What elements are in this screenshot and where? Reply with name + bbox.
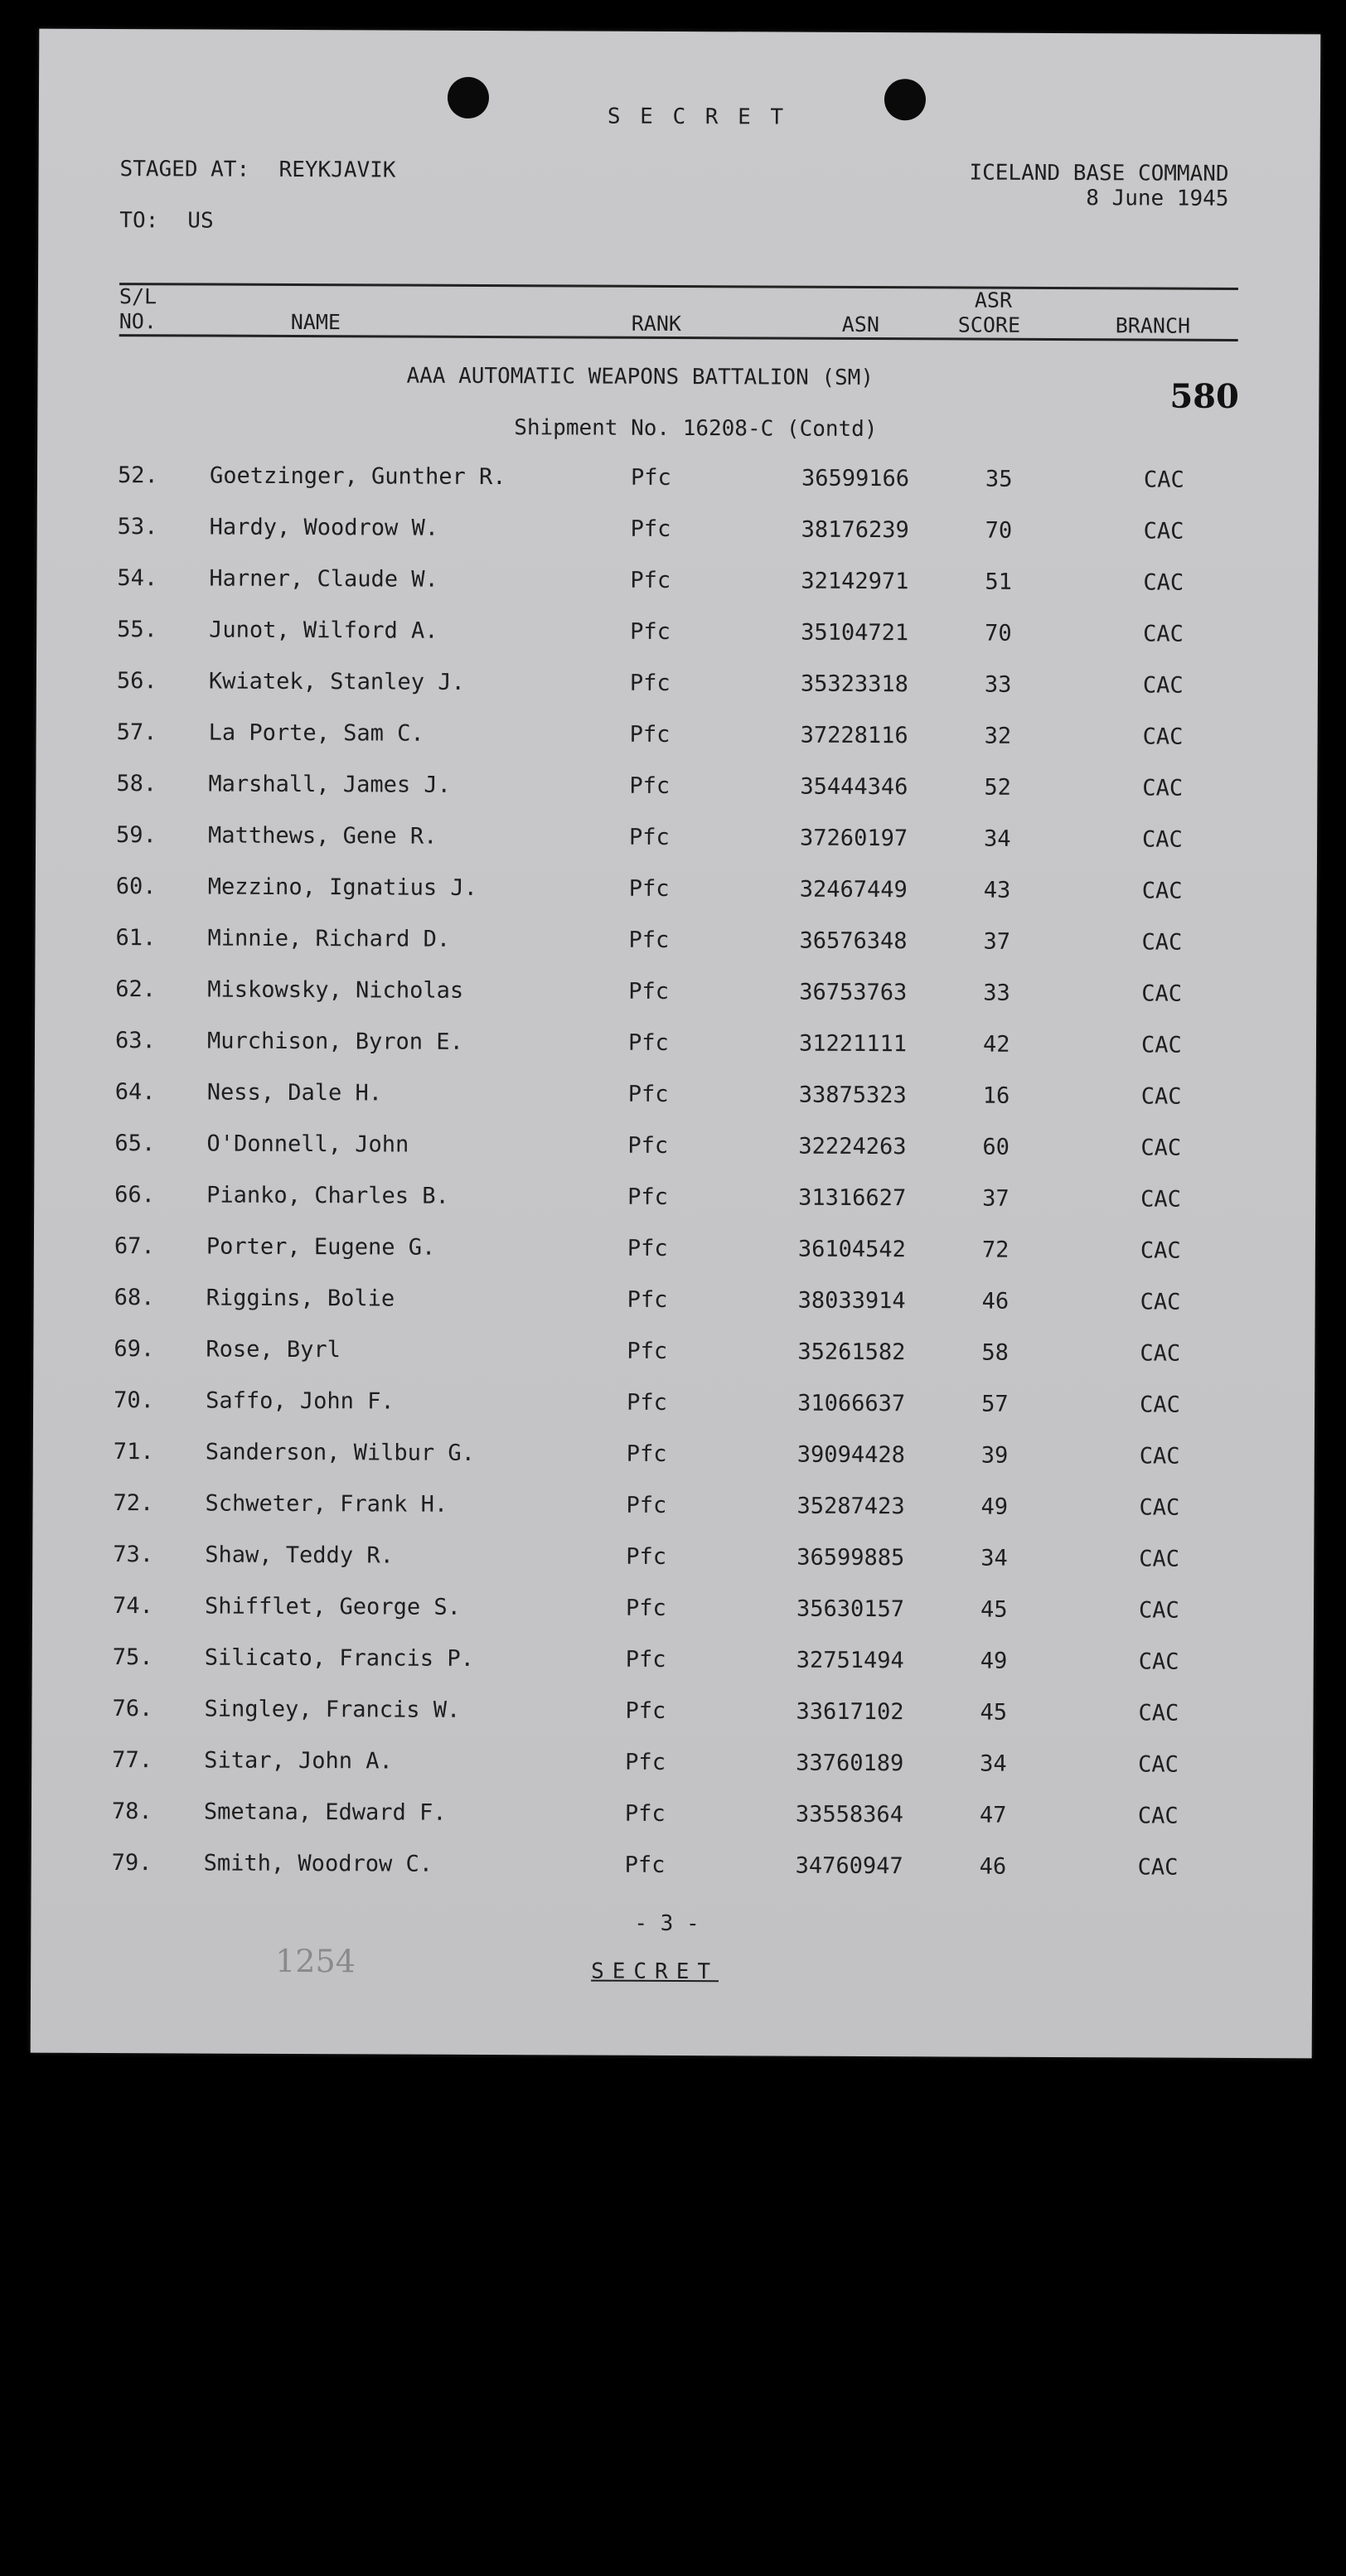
row-name: Schweter, Frank H. xyxy=(205,1490,448,1518)
row-rank: Pfc xyxy=(629,824,670,850)
row-score: 34 xyxy=(984,826,1011,852)
row-asn: 38176239 xyxy=(801,516,909,544)
row-rank: Pfc xyxy=(628,978,670,1005)
row-score: 47 xyxy=(979,1802,1007,1828)
row-name: Singley, Francis W. xyxy=(204,1696,461,1723)
page-number: - 3 - xyxy=(634,1910,700,1937)
row-score: 43 xyxy=(983,877,1011,903)
table-row xyxy=(31,1799,1313,1838)
row-asn: 36576348 xyxy=(799,927,908,955)
row-rank: Pfc xyxy=(630,516,671,542)
row-rank: Pfc xyxy=(629,772,671,799)
row-branch: CAC xyxy=(1143,569,1184,596)
row-name: Smetana, Edward F. xyxy=(203,1799,447,1826)
col-rank: RANK xyxy=(631,311,682,337)
row-name: Pianko, Charles B. xyxy=(206,1182,449,1209)
row-number: 56. xyxy=(116,668,157,695)
col-asr-line1: ASR xyxy=(974,288,1013,312)
row-asn: 31066637 xyxy=(797,1390,906,1417)
row-asn: 33875323 xyxy=(798,1082,907,1109)
row-score: 51 xyxy=(985,569,1013,595)
row-branch: CAC xyxy=(1140,1392,1180,1418)
row-name: La Porte, Sam C. xyxy=(208,719,424,747)
table-row xyxy=(35,1028,1316,1067)
row-number: 74. xyxy=(112,1593,153,1620)
table-row xyxy=(36,719,1318,758)
table-row xyxy=(36,565,1318,604)
row-name: Shifflet, George S. xyxy=(204,1593,461,1620)
row-rank: Pfc xyxy=(624,1800,666,1827)
row-asn: 36753763 xyxy=(799,979,908,1006)
row-score: 58 xyxy=(981,1339,1009,1366)
row-number: 52. xyxy=(117,462,158,489)
row-rank: Pfc xyxy=(627,1081,669,1107)
row-score: 39 xyxy=(980,1442,1009,1469)
table-row xyxy=(32,1490,1314,1529)
table-row xyxy=(31,1696,1313,1735)
row-rank: Pfc xyxy=(627,1184,669,1210)
row-asn: 36599885 xyxy=(796,1544,905,1571)
row-branch: CAC xyxy=(1140,1083,1182,1110)
row-asn: 35630157 xyxy=(796,1595,905,1623)
row-rank: Pfc xyxy=(627,1132,669,1159)
row-number: 59. xyxy=(116,822,157,849)
command-name: ICELAND BASE COMMAND xyxy=(969,160,1229,186)
row-name: Porter, Eugene G. xyxy=(206,1233,436,1261)
row-branch: CAC xyxy=(1138,1700,1179,1726)
row-score: 42 xyxy=(982,1031,1010,1058)
row-score: 45 xyxy=(980,1596,1008,1623)
row-score: 33 xyxy=(983,980,1010,1006)
row-number: 62. xyxy=(115,976,157,1003)
row-branch: CAC xyxy=(1139,1546,1180,1572)
row-rank: Pfc xyxy=(627,1389,667,1416)
table-row xyxy=(32,1644,1314,1683)
table-row xyxy=(34,1182,1315,1221)
row-score: 57 xyxy=(981,1391,1009,1417)
row-branch: CAC xyxy=(1141,929,1183,956)
row-rank: Pfc xyxy=(629,670,671,696)
row-number: 71. xyxy=(113,1439,154,1465)
table-row xyxy=(33,1336,1315,1375)
table-row xyxy=(37,462,1319,501)
row-score: 16 xyxy=(982,1082,1010,1109)
row-rank: Pfc xyxy=(627,1029,669,1056)
row-branch: CAC xyxy=(1139,1443,1180,1470)
row-branch: CAC xyxy=(1140,1289,1181,1315)
row-name: Junot, Wilford A. xyxy=(209,617,438,644)
row-rank: Pfc xyxy=(627,1286,668,1313)
table-row xyxy=(31,1747,1313,1786)
row-asn: 31316627 xyxy=(798,1184,907,1212)
row-branch: CAC xyxy=(1140,1340,1181,1367)
row-name: Riggins, Bolie xyxy=(206,1285,395,1312)
row-asn: 37260197 xyxy=(800,825,908,852)
row-score: 60 xyxy=(982,1134,1010,1160)
row-asn: 35261582 xyxy=(797,1339,906,1366)
table-row xyxy=(32,1542,1314,1581)
row-branch: CAC xyxy=(1138,1597,1179,1624)
table-row xyxy=(31,1850,1313,1889)
row-name: Kwiatek, Stanley J. xyxy=(208,668,465,695)
row-number: 69. xyxy=(114,1336,155,1363)
row-rank: Pfc xyxy=(627,1338,668,1364)
row-branch: CAC xyxy=(1143,467,1184,493)
table-row xyxy=(36,668,1318,707)
row-rank: Pfc xyxy=(630,567,671,593)
row-branch: CAC xyxy=(1141,981,1183,1007)
row-branch: CAC xyxy=(1138,1649,1179,1675)
row-number: 65. xyxy=(114,1131,156,1157)
row-name: Shaw, Teddy R. xyxy=(205,1542,394,1569)
row-number: 68. xyxy=(114,1285,155,1311)
row-branch: CAC xyxy=(1142,672,1184,699)
row-name: Sanderson, Wilbur G. xyxy=(205,1439,476,1466)
row-name: Saffo, John F. xyxy=(206,1387,395,1415)
row-rank: Pfc xyxy=(628,927,670,953)
row-branch: CAC xyxy=(1137,1854,1179,1881)
row-rank: Pfc xyxy=(630,464,671,491)
row-name: Sitar, John A. xyxy=(204,1747,393,1775)
row-asn: 32751494 xyxy=(796,1647,904,1674)
table-row xyxy=(33,1387,1315,1426)
row-branch: CAC xyxy=(1140,1135,1182,1161)
row-score: 37 xyxy=(982,1185,1010,1212)
row-branch: CAC xyxy=(1142,724,1184,750)
classification-top: S E C R E T xyxy=(607,104,787,130)
row-rank: Pfc xyxy=(624,1852,666,1878)
row-number: 72. xyxy=(113,1490,154,1517)
row-branch: CAC xyxy=(1137,1803,1179,1829)
row-score: 34 xyxy=(980,1750,1007,1777)
row-number: 61. xyxy=(115,925,157,951)
row-score: 37 xyxy=(983,928,1011,955)
row-asn: 35444346 xyxy=(800,773,908,801)
row-rank: Pfc xyxy=(626,1492,667,1518)
row-score: 49 xyxy=(980,1494,1009,1520)
to-label: TO: xyxy=(119,208,159,234)
row-name: O'Donnell, John xyxy=(206,1131,409,1158)
table-row xyxy=(35,976,1316,1015)
row-branch: CAC xyxy=(1138,1751,1179,1778)
col-score-line2: SCORE xyxy=(957,312,1021,337)
to-value: US xyxy=(187,208,214,234)
row-name: Ness, Dale H. xyxy=(206,1079,383,1106)
row-rank: Pfc xyxy=(626,1441,667,1467)
row-score: 46 xyxy=(981,1288,1010,1315)
table-row xyxy=(36,822,1317,861)
row-rank: Pfc xyxy=(627,1235,668,1261)
staged-at-label: STAGED AT: xyxy=(119,157,250,182)
table-row xyxy=(36,874,1317,913)
document-page xyxy=(31,29,1321,2059)
row-branch: CAC xyxy=(1141,878,1183,904)
staged-at-value: REYKJAVIK xyxy=(278,157,396,183)
row-name: Mezzino, Ignatius J. xyxy=(207,874,477,901)
row-name: Hardy, Woodrow W. xyxy=(209,514,439,541)
col-branch: BRANCH xyxy=(1115,313,1191,338)
shipment-number: Shipment No. 16208-C (Contd) xyxy=(514,415,878,443)
row-name: Matthews, Gene R. xyxy=(208,822,438,850)
row-rank: Pfc xyxy=(628,875,670,902)
row-asn: 31221111 xyxy=(798,1030,908,1058)
row-asn: 34760947 xyxy=(795,1852,903,1880)
row-number: 58. xyxy=(116,771,157,797)
col-sl-no-line2: NO. xyxy=(119,309,157,334)
table-row xyxy=(32,1593,1314,1632)
row-name: Minnie, Richard D. xyxy=(207,925,451,952)
header-rule-top xyxy=(119,283,1238,290)
row-number: 73. xyxy=(113,1542,154,1568)
row-number: 78. xyxy=(111,1799,153,1825)
row-score: 34 xyxy=(980,1545,1008,1571)
row-asn: 36599166 xyxy=(801,465,910,492)
row-score: 70 xyxy=(985,620,1012,646)
row-branch: CAC xyxy=(1143,518,1184,545)
row-name: Marshall, James J. xyxy=(208,771,452,798)
row-name: Rose, Byrl xyxy=(206,1336,341,1363)
table-row xyxy=(34,1285,1315,1324)
row-rank: Pfc xyxy=(630,618,671,645)
row-asn: 33760189 xyxy=(796,1750,904,1777)
row-rank: Pfc xyxy=(629,721,671,748)
row-rank: Pfc xyxy=(626,1543,667,1570)
row-rank: Pfc xyxy=(625,1697,666,1724)
row-branch: CAC xyxy=(1140,1186,1182,1213)
row-score: 49 xyxy=(980,1648,1008,1674)
row-score: 46 xyxy=(979,1853,1007,1880)
table-row xyxy=(33,1439,1315,1478)
row-name: Murchison, Byron E. xyxy=(206,1028,463,1055)
col-name: NAME xyxy=(290,309,341,335)
row-number: 54. xyxy=(117,565,158,592)
row-asn: 35323318 xyxy=(800,671,909,698)
table-row xyxy=(37,514,1319,553)
row-rank: Pfc xyxy=(625,1595,666,1621)
row-number: 64. xyxy=(114,1079,156,1106)
document-date: 8 June 1945 xyxy=(1086,186,1229,211)
table-row xyxy=(34,1233,1315,1272)
row-asn: 38033914 xyxy=(797,1287,906,1315)
row-name: Miskowsky, Nicholas xyxy=(207,976,464,1004)
archive-stamp-number: 1254 xyxy=(275,1942,356,1980)
row-branch: CAC xyxy=(1142,826,1183,853)
table-row xyxy=(34,1131,1315,1169)
table-row xyxy=(36,771,1317,810)
table-row xyxy=(35,925,1316,964)
classification-bottom: SECRET xyxy=(591,1959,719,1985)
row-name: Goetzinger, Gunther R. xyxy=(209,462,506,491)
row-number: 77. xyxy=(112,1747,153,1774)
unit-title: AAA AUTOMATIC WEAPONS BATTALION (SM) xyxy=(406,363,874,391)
row-name: Harner, Claude W. xyxy=(209,565,438,593)
row-score: 52 xyxy=(984,774,1011,801)
row-branch: CAC xyxy=(1140,1032,1182,1058)
row-number: 55. xyxy=(117,617,158,643)
row-number: 67. xyxy=(114,1233,155,1260)
row-branch: CAC xyxy=(1140,1237,1181,1264)
table-row xyxy=(35,1079,1316,1118)
row-branch: CAC xyxy=(1139,1494,1180,1521)
stamp-number: 580 xyxy=(1169,376,1240,416)
row-score: 35 xyxy=(985,466,1013,492)
row-rank: Pfc xyxy=(625,1749,666,1775)
punch-hole-left xyxy=(448,77,489,119)
row-score: 45 xyxy=(980,1699,1008,1726)
row-number: 60. xyxy=(115,874,157,900)
row-branch: CAC xyxy=(1142,775,1184,801)
row-name: Silicato, Francis P. xyxy=(204,1644,474,1672)
row-number: 53. xyxy=(117,514,158,540)
row-number: 76. xyxy=(112,1696,153,1722)
row-asn: 33617102 xyxy=(796,1698,904,1726)
row-score: 33 xyxy=(984,671,1012,698)
row-name: Smith, Woodrow C. xyxy=(203,1850,433,1877)
row-asn: 37228116 xyxy=(800,722,908,749)
row-number: 57. xyxy=(116,719,157,746)
row-asn: 32224263 xyxy=(798,1133,907,1160)
row-asn: 32467449 xyxy=(799,876,908,903)
row-number: 66. xyxy=(114,1182,156,1208)
row-number: 70. xyxy=(114,1387,154,1414)
row-asn: 32142971 xyxy=(801,568,909,595)
row-asn: 33558364 xyxy=(795,1801,904,1828)
row-score: 72 xyxy=(981,1237,1010,1263)
col-sl-no-line1: S/L xyxy=(119,284,157,309)
row-number: 63. xyxy=(114,1028,156,1054)
row-number: 75. xyxy=(112,1644,153,1671)
row-score: 32 xyxy=(984,723,1012,749)
row-rank: Pfc xyxy=(625,1646,666,1673)
row-asn: 35104721 xyxy=(801,619,909,646)
row-asn: 36104542 xyxy=(797,1236,907,1263)
col-asn: ASN xyxy=(841,312,880,337)
punch-hole-right xyxy=(884,79,926,120)
row-branch: CAC xyxy=(1143,621,1184,647)
row-score: 70 xyxy=(985,517,1013,544)
row-number: 79. xyxy=(111,1850,153,1876)
row-asn: 35287423 xyxy=(796,1493,905,1520)
table-row xyxy=(36,617,1318,656)
row-asn: 39094428 xyxy=(796,1441,905,1469)
